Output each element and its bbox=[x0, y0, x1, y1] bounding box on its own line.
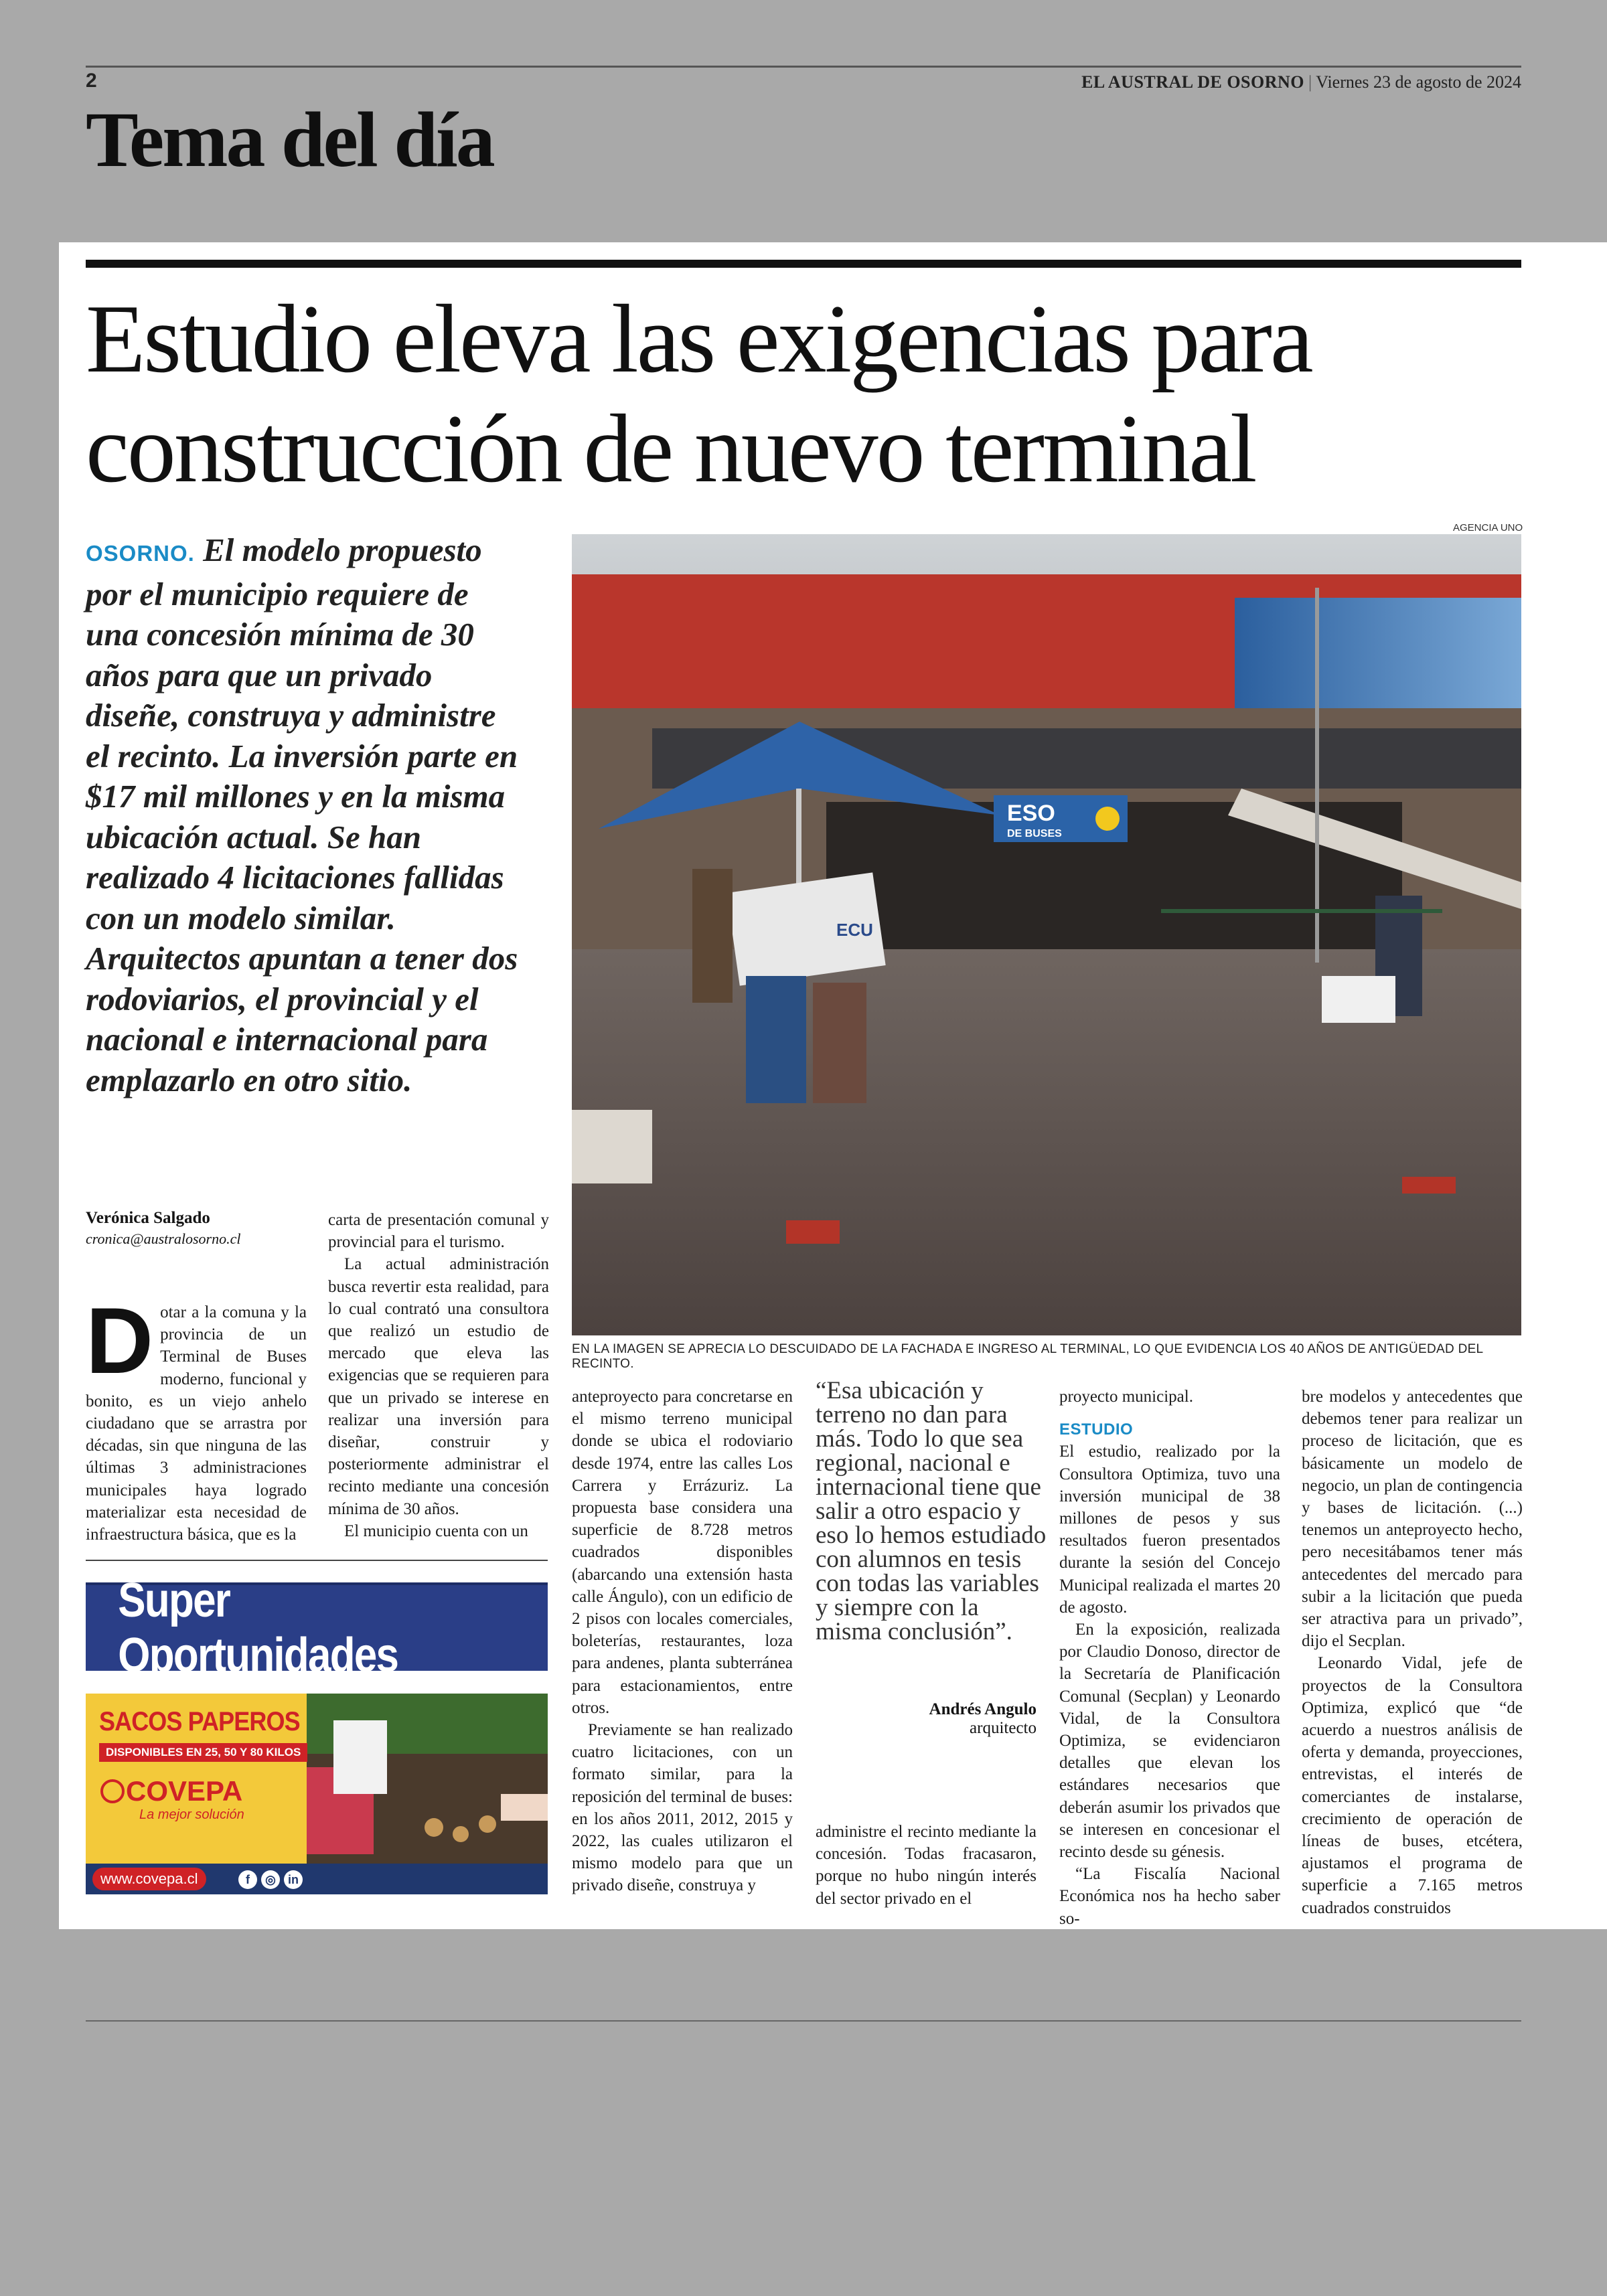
paragraph: administre el recinto mediante la concesión. Todas fracasaron, porque no hubo ningún interés del sector privado en el bbox=[816, 1823, 1037, 1908]
ad-banner[interactable] bbox=[86, 1574, 548, 1682]
page-number: 2 bbox=[86, 70, 97, 92]
ad-title: SACOS PAPEROS bbox=[99, 1707, 300, 1736]
plastic-stool bbox=[572, 1110, 652, 1183]
quote-role: arquitecto bbox=[970, 1719, 1037, 1737]
cooler-box bbox=[1322, 976, 1395, 1023]
body-column-2 bbox=[328, 1209, 549, 1542]
paragraph: anteproyecto para concretarse en el mismo terreno municipal donde se ubica el rodoviario desde 1974, entre las calles Los Carrera y Errázuriz. La propuesta base considera una superficie de 8.728 metros cuadrados disponibles (abarcando una extensión hasta calle Ángulo), con un edificio de 2 pisos con locales comerciales, boleterías, restaurantes, loza para andenes, planta subterránea para estacionamientos, entre otros. bbox=[572, 1388, 793, 1717]
quote-attribution bbox=[816, 1700, 1037, 1738]
masthead bbox=[1081, 72, 1521, 92]
issue-date: Viernes 23 de agosto de 2024 bbox=[1316, 72, 1521, 92]
body-column-3 bbox=[572, 1386, 793, 1897]
quote-author: Andrés Angulo bbox=[929, 1700, 1037, 1718]
ad-slogan: La mejor solución bbox=[139, 1807, 244, 1822]
paragraph: Previamente se han realizado cuatro licitaciones, con un formato similar, para la reposición del terminal de buses: en los años 2011, 2012, 2015 y 2022, las cuales utilizaron el mismo modelo para que un privado diseñe, construya y bbox=[572, 1721, 793, 1895]
lamp-post bbox=[1315, 588, 1319, 963]
white-sack bbox=[333, 1720, 387, 1794]
body-column-5 bbox=[1302, 1386, 1523, 1919]
body-column-4 bbox=[1059, 1386, 1280, 1930]
person bbox=[692, 869, 733, 1003]
red-tile bbox=[1402, 1177, 1456, 1194]
photo-caption: EN LA IMAGEN SE APRECIA LO DESCUIDADO DE LA FACHADA E INGRESO AL TERMINAL, LO QUE EVIDENCIA LOS 40 AÑOS DE ANTIGÜEDAD DEL RECINTO. bbox=[572, 1342, 1483, 1371]
drop-cap: D bbox=[86, 1288, 154, 1393]
paragraph: La actual administración busca revertir esta realidad, para lo cual contrató una consultora que realizó un estudio de mercado que eleva las exigencias que se requieren para que un privado se interese en realizar una inversión para diseñar, construir y posteriormente administrar el recinto mediante una concesión mínima de 30 años. bbox=[328, 1255, 549, 1518]
author-email[interactable]: cronica@australosorno.cl bbox=[86, 1230, 241, 1247]
arrow-icon bbox=[1095, 807, 1120, 831]
covepa-ad[interactable] bbox=[86, 1694, 548, 1894]
terminal-photo bbox=[572, 534, 1521, 1335]
pull-quote: “Esa ubicación y terreno no dan para más. Todo lo que sea regional, nacional e internacional tiene que salir a otro espacio y eso lo hemos estudiado con alumnos en tesis con todas las variables y siempre con la misma conclusión”. bbox=[816, 1377, 1047, 1645]
potato bbox=[479, 1815, 496, 1833]
sign-text: ESO bbox=[1007, 801, 1055, 826]
masthead-separator: | bbox=[1308, 72, 1312, 92]
ad-url[interactable]: www.covepa.cl bbox=[92, 1868, 206, 1890]
subhead-estudio: ESTUDIO bbox=[1059, 1420, 1134, 1439]
headline: Estudio eleva las exigencias para construcción de nuevo terminal bbox=[86, 284, 1312, 503]
body-column-1 bbox=[86, 1288, 307, 1546]
red-tile bbox=[786, 1220, 840, 1244]
headline-rule bbox=[86, 260, 1521, 268]
ad-brand: COVEPA bbox=[126, 1775, 243, 1807]
ad-banner-text: Super Oportunidades bbox=[118, 1574, 398, 1682]
paragraph: carta de presentación comunal y provincial para el turismo. bbox=[328, 1211, 549, 1252]
paragraph: En la exposición, realizada por Claudio Donoso, director de la Secretaría de Planificación Comunal (Secplan) y Leonardo Vidal, de la Consultora Optimiza, se evidenciaron detalles que elevan los estándares necesarios que deberán asumir los privados que se interesen en concesionar el recinto desde su génesis. bbox=[1059, 1621, 1280, 1862]
author-name: Verónica Salgado bbox=[86, 1209, 210, 1227]
cart-label: ECU bbox=[836, 920, 873, 940]
newspaper-name: EL AUSTRAL DE OSORNO bbox=[1081, 72, 1305, 92]
photo-credit: AGENCIA UNO bbox=[1453, 522, 1523, 534]
column-rule bbox=[86, 1560, 548, 1561]
billboard bbox=[1235, 598, 1521, 708]
potato bbox=[453, 1826, 469, 1842]
potato bbox=[425, 1818, 443, 1837]
green-fence bbox=[1161, 909, 1442, 913]
lead-text: El modelo propuesto por el municipio requiere de una concesión mínima de 30 años para que un privado diseñe, construya y administre el recinto. La inversión parte en $17 mil millones y en la misma ubicación actual. Se han realizado 4 licitaciones fallidas con un modelo similar. Arquitectos apuntan a tener dos rodoviarios, el provincial y el nacional e internacional para emplazarlo en otro sitio. bbox=[86, 531, 518, 1098]
paragraph: El municipio cuenta con un bbox=[344, 1522, 528, 1540]
paragraph: bre modelos y antecedentes que debemos tener para realizar un proceso de licitación, que es básicamente un modelo de negocio, un plan de contingencia y bases de licitación. (...) tenemos un anteproyecto hecho, pero necesitábamos tener más antecedentes del mercado para subir a la licitación que pueda ser atractiva para un privado”, dijo el Secplan. bbox=[1302, 1388, 1523, 1651]
lead-kicker: OSORNO. bbox=[86, 541, 195, 566]
section-title: Tema del día bbox=[86, 96, 493, 183]
bottom-rule bbox=[86, 2020, 1521, 2022]
ad-subtitle: DISPONIBLES EN 25, 50 Y 80 KILOS bbox=[99, 1743, 307, 1762]
covepa-logo-icon bbox=[102, 1781, 123, 1802]
trolley-bag bbox=[813, 983, 866, 1103]
lead-paragraph bbox=[86, 530, 528, 1100]
col1-text: otar a la comuna y la provincia de un Terminal de Buses moderno, funcional y bonito, es un viejo anhelo ciudadano que se arrastra por décadas, sin que ninguna de las últimas 3 administraciones municipales haya logrado materializar esta necesidad de infraestructura básica, que es la bbox=[86, 1303, 307, 1544]
hand bbox=[501, 1794, 548, 1821]
photo-illustration bbox=[572, 534, 1521, 1335]
top-rule bbox=[86, 66, 1521, 68]
byline bbox=[86, 1209, 307, 1248]
facebook-icon[interactable]: f bbox=[238, 1870, 257, 1889]
paragraph: El estudio, realizado por la Consultora Optimiza, tuvo una inversión municipal de 38 millones de pesos y sus resultados fueron presentados durante la sesión del Concejo Municipal realizada el martes 20 de agosto. bbox=[1059, 1443, 1280, 1617]
sign-subtext: DE BUSES bbox=[1007, 828, 1062, 839]
instagram-icon[interactable]: ◎ bbox=[261, 1870, 280, 1889]
paragraph: proyecto municipal. bbox=[1059, 1388, 1193, 1406]
body-column-3b bbox=[816, 1821, 1037, 1910]
paragraph: “La Fiscalía Nacional Económica nos ha hecho saber so- bbox=[1059, 1865, 1280, 1928]
trolley-bag bbox=[746, 976, 806, 1103]
linkedin-icon[interactable]: in bbox=[284, 1870, 303, 1889]
paragraph: Leonardo Vidal, jefe de proyectos de la Consultora Optimiza, explicó que “de acuerdo a nuestros análisis de oferta y demanda, proyecciones, entrevistas, el interés de comerciantes de instalarse, crecimiento de operación de líneas de buses, etcétera, ajustamos el programa de superficie a 7.165 metros cuadrados construidos bbox=[1302, 1654, 1523, 1917]
